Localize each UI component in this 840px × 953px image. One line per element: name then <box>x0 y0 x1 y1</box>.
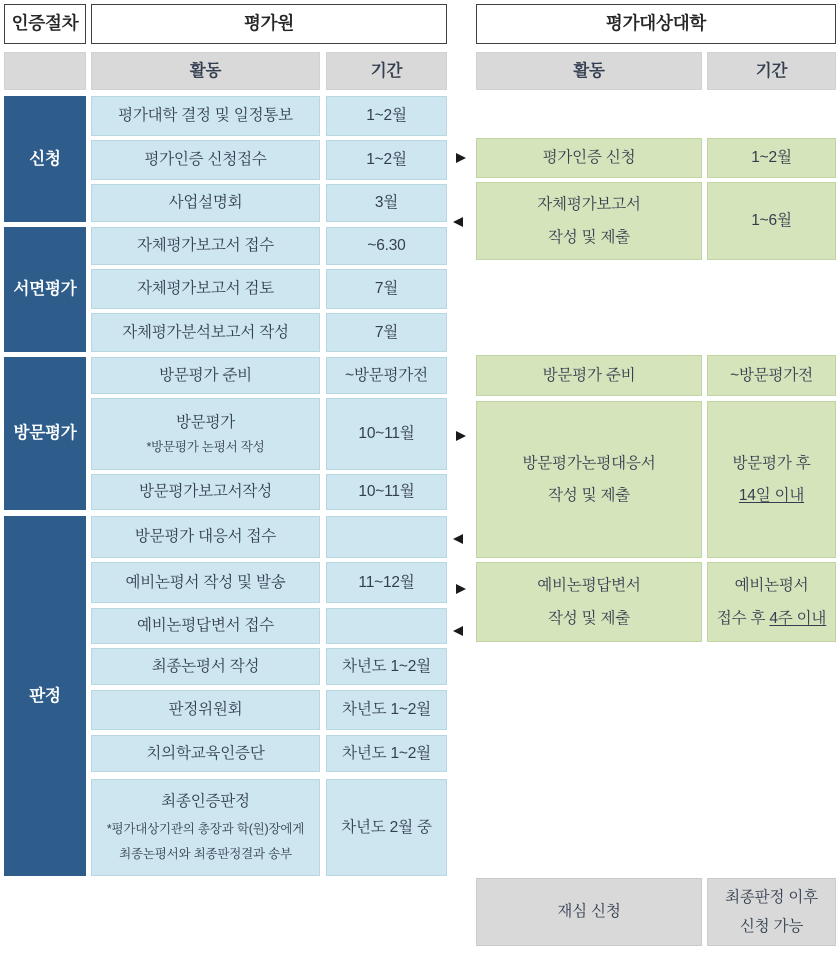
evaluator-row-period <box>326 608 447 644</box>
evaluator-row-period <box>326 516 447 558</box>
university-row-activity: 평가인증 신청 <box>476 138 702 178</box>
university-row-activity: 방문평가 준비 <box>476 355 702 396</box>
period-line: 접수 후 4주 이내 <box>716 609 827 627</box>
period-line: 신청 가능 <box>739 918 804 935</box>
evaluator-row-period: 11~12월 <box>326 562 447 603</box>
triangle-right-icon <box>456 431 466 441</box>
evaluator-row-activity <box>91 398 320 470</box>
period-line: 최종판정 이후 <box>725 888 818 906</box>
activity-line: 작성 및 제출 <box>547 228 631 246</box>
university-row-period: 1~6월 <box>707 182 836 260</box>
activity-note: 최종논평서와 최종판정결과 송부 <box>119 847 292 862</box>
evaluator-row-period: 7월 <box>326 313 447 352</box>
underlined-deadline: 4주 이내 <box>769 609 827 627</box>
university-row-period: 1~2월 <box>707 138 836 178</box>
activity-label: 방문평가 <box>175 413 236 431</box>
evaluator-row-period: 차년도 2월 중 <box>326 779 447 876</box>
university-row-period: ~방문평가전 <box>707 355 836 396</box>
activity-label: 최종인증판정 <box>161 793 250 811</box>
evaluator-row-activity: 사업설명회 <box>91 184 320 222</box>
evaluator-row-activity: 자체평가분석보고서 작성 <box>91 313 320 352</box>
evaluator-row-activity <box>91 779 320 876</box>
procedure-header-blank <box>4 52 86 90</box>
evaluator-row-period: 10~11월 <box>326 474 447 510</box>
triangle-right-icon <box>456 584 466 594</box>
period-line: 예비논평서 <box>734 577 809 595</box>
period-line <box>739 486 804 505</box>
evaluator-row-activity: 자체평가보고서 접수 <box>91 227 320 265</box>
activity-line: 예비논평답변서 <box>537 577 641 595</box>
activity-line: 자체평가보고서 <box>537 196 641 214</box>
evaluator-row-period: 10~11월 <box>326 398 447 470</box>
triangle-left-icon <box>453 217 463 227</box>
appeal-activity: 재심 신청 <box>476 878 702 946</box>
university-activity-header: 활동 <box>476 52 702 90</box>
underlined-deadline: 14일 이내 <box>738 487 805 504</box>
activity-note: *평가대상기관의 총장과 학(원)장에게 <box>106 821 305 836</box>
university-period-header: 기간 <box>707 52 836 90</box>
university-row-period <box>707 562 836 642</box>
university-row-period <box>707 401 836 558</box>
evaluator-row-period: ~방문평가전 <box>326 357 447 394</box>
evaluator-row-period: 1~2월 <box>326 140 447 180</box>
evaluator-row-activity: 방문평가 대응서 접수 <box>91 516 320 558</box>
evaluator-activity-header: 활동 <box>91 52 320 90</box>
evaluator-row-period: ~6.30 <box>326 227 447 265</box>
evaluator-row-activity: 예비논평서 작성 및 발송 <box>91 562 320 603</box>
activity-line: 작성 및 제출 <box>547 487 631 504</box>
evaluator-row-activity: 평가대학 결정 및 일정통보 <box>91 96 320 136</box>
triangle-left-icon <box>453 626 463 636</box>
university-row-activity <box>476 401 702 558</box>
evaluator-row-activity: 방문평가 준비 <box>91 357 320 394</box>
university-row-activity <box>476 562 702 642</box>
evaluator-title: 평가원 <box>91 4 447 44</box>
evaluator-row-activity: 치의학교육인증단 <box>91 735 320 772</box>
activity-note: *방문평가 논평서 작성 <box>146 439 265 454</box>
university-row-activity <box>476 182 702 260</box>
evaluator-period-header: 기간 <box>326 52 447 90</box>
triangle-left-icon <box>453 534 463 544</box>
stage-document-review: 서면평가 <box>4 227 86 352</box>
stage-judgment: 판정 <box>4 516 86 876</box>
procedure-title: 인증절차 <box>4 4 86 44</box>
evaluator-row-activity: 예비논평답변서 접수 <box>91 608 320 644</box>
evaluator-row-period: 차년도 1~2월 <box>326 690 447 730</box>
evaluator-row-period: 차년도 1~2월 <box>326 648 447 685</box>
stage-site-visit: 방문평가 <box>4 357 86 510</box>
evaluator-row-activity: 판정위원회 <box>91 690 320 730</box>
evaluator-row-period: 7월 <box>326 269 447 309</box>
evaluator-row-activity: 평가인증 신청접수 <box>91 140 320 180</box>
university-title: 평가대상대학 <box>476 4 836 44</box>
evaluator-row-period: 1~2월 <box>326 96 447 136</box>
activity-line: 작성 및 제출 <box>547 609 631 627</box>
evaluator-row-activity: 자체평가보고서 검토 <box>91 269 320 309</box>
evaluator-row-activity: 방문평가보고서작성 <box>91 474 320 510</box>
evaluator-row-period: 차년도 1~2월 <box>326 735 447 772</box>
stage-apply: 신청 <box>4 96 86 222</box>
activity-line: 방문평가논평대응서 <box>522 454 656 472</box>
evaluator-row-activity: 최종논평서 작성 <box>91 648 320 685</box>
triangle-right-icon <box>456 153 466 163</box>
evaluator-row-period: 3월 <box>326 184 447 222</box>
period-line: 방문평가 후 <box>732 454 811 472</box>
appeal-period <box>707 878 836 946</box>
